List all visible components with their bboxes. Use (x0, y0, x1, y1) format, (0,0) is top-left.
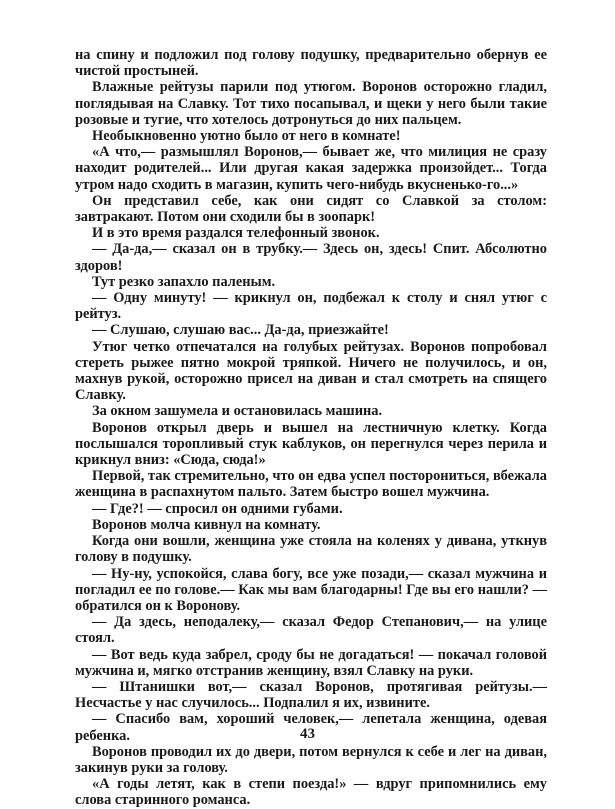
paragraph: Первой, так стремительно, что он едва успел посторониться, вбежала женщина в распахнутом пальто. Затем быстро вошел мужчина. (75, 468, 547, 501)
paragraph: Воронов молча кивнул на комнату. (92, 516, 321, 533)
paragraph: — Одну минуту! — крикнул он, подбежал к столу и снял утюг с рейтуз. (75, 290, 547, 323)
paragraph: — Да здесь, неподалеку,— сказал Федор Степанович,— на улице стоял. (75, 614, 547, 647)
paragraph: — Штанишки вот,— сказал Воронов, протягивая рейтузы.— Несчастье у нас случилось... Подпалил я их, извините. (75, 678, 547, 712)
page-body-text (75, 47, 547, 809)
paragraph: «А что,— размышлял Воронов,— бывает же, что милиция не сразу находит родителей... Или другая какая задержка произойдет... Тогда утром надо сходить в магазин, купить чего-нибудь вкусненько-го...» (75, 144, 547, 193)
paragraph: Необыкновенно уютно было от него в комнате! (92, 128, 401, 145)
paragraph: — Ну-ну, успокойся, слава богу, все уже позади,— сказал мужчина и погладил ее по голове.— Как мы вам благодарны! Где вы его нашли? — обратился он к Воронову. (75, 565, 547, 614)
paragraph: «А годы летят, как в степи поезда!» — вдруг припомнились ему слова старинного романса. (75, 776, 547, 809)
paragraph: — Спасибо вам, хороший человек,— лепетала женщина, одевая ребенка. (75, 711, 547, 744)
paragraph: Влажные рейтузы парили под утюгом. Воронов осторожно гладил, поглядывая на Славку. Тот тихо посапывал, и щеки у него были такие розовые и тугие, что хотелось дотронуться до них пальцем. (75, 79, 547, 128)
paragraph: на спину и подложил под голову подушку, предварительно обернув ее чистой простыней. (75, 47, 547, 80)
paragraph: — Да-да,— сказал он в трубку.— Здесь он, здесь! Спит. Абсолютно здоров! (75, 241, 547, 274)
paragraph: И в это время раздался телефонный звонок. (92, 225, 380, 242)
page-number: 43 (300, 726, 315, 742)
paragraph: Он представил себе, как они сидят со Славкой за столом: завтракают. Потом они сходили бы в зоопарк! (75, 192, 547, 226)
paragraph: Утюг четко отпечатался на голубых рейтузах. Воронов попробовал стереть рыжее пятно мокрой тряпкой. Ничего не получилось, и он, махнув рукой, осторожно присел на диван и стал смотреть на спящего Славку. (75, 338, 547, 404)
paragraph: — Вот ведь куда забрел, сроду бы не догадаться! — покачал головой мужчина и, мягко отстранив женщину, взял Славку на руки. (75, 646, 547, 679)
paragraph: Когда они вошли, женщина уже стояла на коленях у дивана, уткнув голову в подушку. (75, 533, 547, 566)
paragraph: Воронов проводил их до двери, потом вернулся к себе и лег на диван, закинув руки за голову. (75, 743, 547, 776)
paragraph: Воронов открыл дверь и вышел на лестничную клетку. Когда послышался торопливый стук каблуков, он перегнулся через перила и крикнул вниз: «Сюда, сюда!» (75, 419, 547, 469)
paragraph: За окном зашумела и остановилась машина. (92, 403, 383, 420)
paragraph: — Слушаю, слушаю вас... Да-да, приезжайте! (92, 322, 389, 339)
paragraph: — Где?! — спросил он одними губами. (92, 500, 343, 517)
paragraph: Тут резко запахло паленым. (92, 273, 276, 290)
